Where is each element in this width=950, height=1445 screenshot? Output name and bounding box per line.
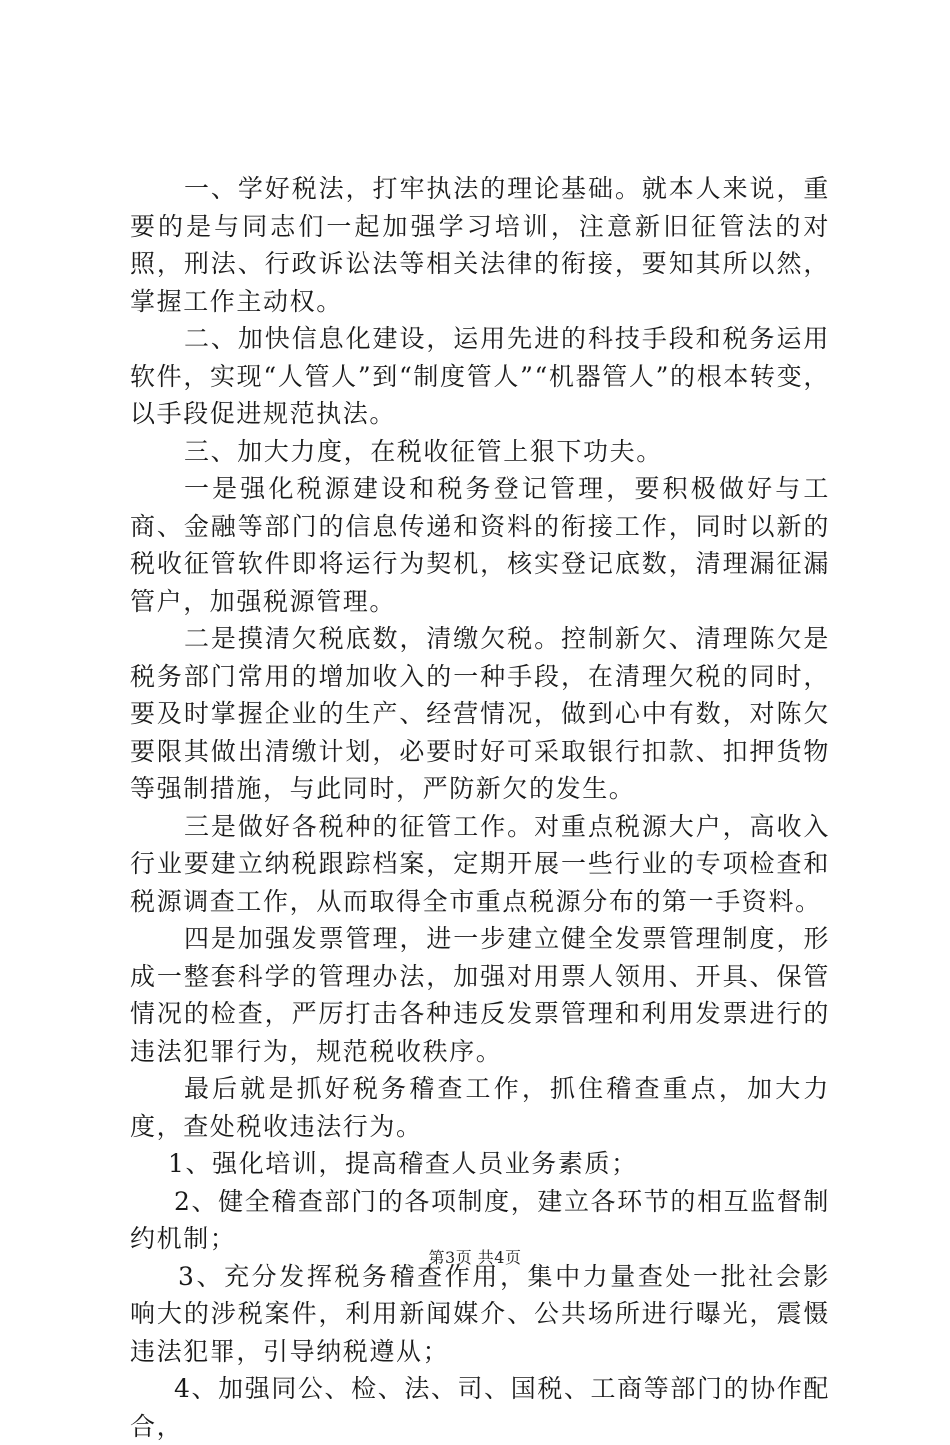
list-item-4: 4、加强同公、检、法、司、国税、工商等部门的协作配合， [130,1374,830,1441]
page-footer: 第3页 共4页 [428,1248,522,1267]
paragraph-8: 最后就是抓好税务稽查工作，抓住稽查重点，加大力度，查处税收违法行为。 [130,1074,830,1141]
paragraph-3: 三、加大力度，在税收征管上狠下功夫。 [184,436,663,466]
list-item-1: 1、强化培训，提高稽查人员业务素质； [168,1149,638,1178]
paragraph-6: 三是做好各税种的征管工作。对重点税源大户，高收入行业要建立纳税跟踪档案，定期开展一些行业的专项检查和税源调查工作，从而取得全市重点税源分布的第一手资料。 [130,811,830,916]
paragraph-1: 一、学好税法，打牢执法的理论基础。就本人来说，重要的是与同志们一起加强学习培训，注意新旧征管法的对照，刑法、行政诉讼法等相关法律的衔接，要知其所以然，掌握工作主动权。 [130,174,830,316]
paragraph-2: 二、加快信息化建设，运用先进的科技手段和税务运用软件，实现“人管人”到“制度管人”“机器管人”的根本转变，以手段促进规范执法。 [130,324,830,428]
list-item-2: 2、健全稽查部门的各项制度，建立各环节的相互监督制约机制； [130,1186,830,1253]
list-item-3: 3、充分发挥税务稽查作用，集中力量查处一批社会影响大的涉税案件，利用新闻媒介、公共场所进行曝光，震慑违法犯罪，引导纳税遵从； [130,1261,830,1366]
paragraph-7: 四是加强发票管理，进一步建立健全发票管理制度，形成一整套科学的管理办法，加强对用票人领用、开具、保管情况的检查，严厉打击各种违反发票管理和利用发票进行的违法犯罪行为，规范税收秩序。 [130,924,830,1066]
paragraph-5: 二是摸清欠税底数，清缴欠税。控制新欠、清理陈欠是税务部门常用的增加收入的一种手段，在清理欠税的同时，要及时掌握企业的生产、经营情况，做到心中有数，对陈欠要限其做出清缴计划，必要时好可采取银行扣款、扣押货物等强制措施，与此同时，严防新欠的发生。 [130,624,830,803]
paragraph-4: 一是强化税源建设和税务登记管理，要积极做好与工商、金融等部门的信息传递和资料的衔接工作，同时以新的税收征管软件即将运行为契机，核实登记底数，清理漏征漏管户，加强税源管理。 [130,474,830,616]
